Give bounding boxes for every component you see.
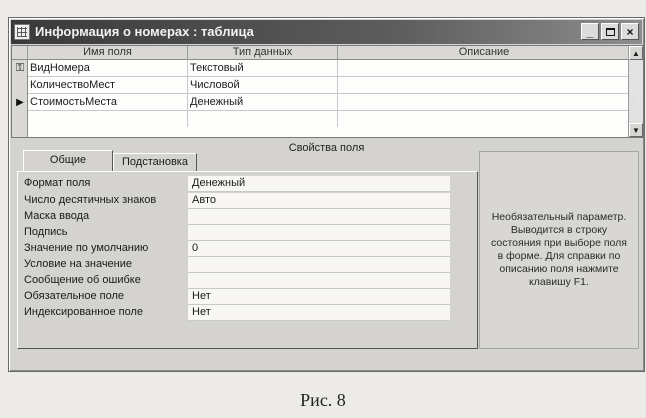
field-name-cell[interactable]: КоличествоМест <box>28 77 188 93</box>
table-row[interactable] <box>28 60 628 77</box>
description-cell[interactable] <box>338 77 630 93</box>
key-icon[interactable]: ⚿ <box>15 62 25 74</box>
row-selector-column <box>12 60 28 137</box>
properties-panel <box>17 171 478 349</box>
table-design-window <box>8 17 645 372</box>
table-row[interactable] <box>28 94 628 111</box>
table-icon <box>14 24 30 40</box>
current-row-arrow-icon[interactable]: ▶ <box>16 97 24 108</box>
property-row[interactable] <box>22 193 450 209</box>
property-label: Формат поля <box>24 177 91 189</box>
close-button[interactable]: × <box>621 23 639 40</box>
property-row[interactable] <box>22 289 450 305</box>
property-label: Сообщение об ошибке <box>24 274 141 286</box>
property-value[interactable]: Нет <box>188 289 450 305</box>
maximize-icon <box>606 28 615 36</box>
description-cell[interactable] <box>338 94 630 110</box>
minimize-button[interactable]: _ <box>581 23 599 40</box>
property-label: Условие на значение <box>24 258 133 270</box>
tab-general[interactable]: Общие <box>23 150 113 171</box>
table-row[interactable] <box>28 77 628 94</box>
help-text-panel <box>479 151 639 349</box>
property-value[interactable] <box>188 257 450 273</box>
vertical-scrollbar[interactable] <box>628 46 643 137</box>
property-row[interactable] <box>22 176 450 192</box>
grid-header <box>12 46 628 60</box>
scroll-down-icon[interactable]: ▼ <box>629 123 643 137</box>
header-corner <box>12 46 28 60</box>
property-label: Маска ввода <box>24 210 90 222</box>
column-header-data-type[interactable]: Тип данных <box>188 46 338 60</box>
property-value[interactable] <box>188 273 450 289</box>
field-grid <box>11 45 644 138</box>
field-name-cell[interactable]: СтоимостьМеста <box>28 94 188 110</box>
property-value[interactable] <box>188 225 450 241</box>
property-value[interactable]: Авто <box>188 193 450 209</box>
property-value[interactable]: Нет <box>188 305 450 321</box>
tab-lookup[interactable]: Подстановка <box>113 153 197 171</box>
property-label: Обязательное поле <box>24 290 125 302</box>
field-properties-label: Свойства поля <box>288 142 365 154</box>
scroll-up-icon[interactable]: ▲ <box>629 46 643 60</box>
property-row[interactable] <box>22 241 450 257</box>
field-name-cell[interactable]: ВидНомера <box>28 60 188 76</box>
property-row[interactable] <box>22 305 450 321</box>
property-label: Число десятичных знаков <box>24 194 157 206</box>
window-title: Информация о номерах : таблица <box>35 24 254 39</box>
property-label: Подпись <box>24 226 68 238</box>
data-type-cell[interactable]: Текстовый <box>188 60 338 76</box>
property-row[interactable] <box>22 225 450 241</box>
data-type-cell[interactable]: Денежный <box>188 94 338 110</box>
column-header-field-name[interactable]: Имя поля <box>28 46 188 60</box>
property-row[interactable] <box>22 273 450 289</box>
column-header-description[interactable]: Описание <box>458 46 510 58</box>
row-selector[interactable] <box>12 77 28 94</box>
table-row-empty[interactable] <box>28 111 628 128</box>
data-type-cell[interactable] <box>188 111 338 127</box>
property-value[interactable] <box>188 209 450 225</box>
property-row[interactable] <box>22 209 450 225</box>
title-bar[interactable] <box>11 20 642 44</box>
data-type-cell[interactable]: Числовой <box>188 77 338 93</box>
field-name-cell[interactable] <box>28 111 188 127</box>
description-cell[interactable] <box>338 60 630 76</box>
property-label: Значение по умолчанию <box>24 242 149 254</box>
maximize-button[interactable] <box>601 23 619 40</box>
property-row[interactable] <box>22 257 450 273</box>
figure-caption: Рис. 8 <box>300 390 346 410</box>
property-value[interactable]: Денежный <box>188 176 450 192</box>
property-value[interactable]: 0 <box>188 241 450 257</box>
property-label: Индексированное поле <box>24 306 143 318</box>
help-text: Необязательный параметр. Выводится в строку состояния при выборе поля в форме. Для справки по описанию поля нажмите клавишу F1. <box>491 211 627 288</box>
